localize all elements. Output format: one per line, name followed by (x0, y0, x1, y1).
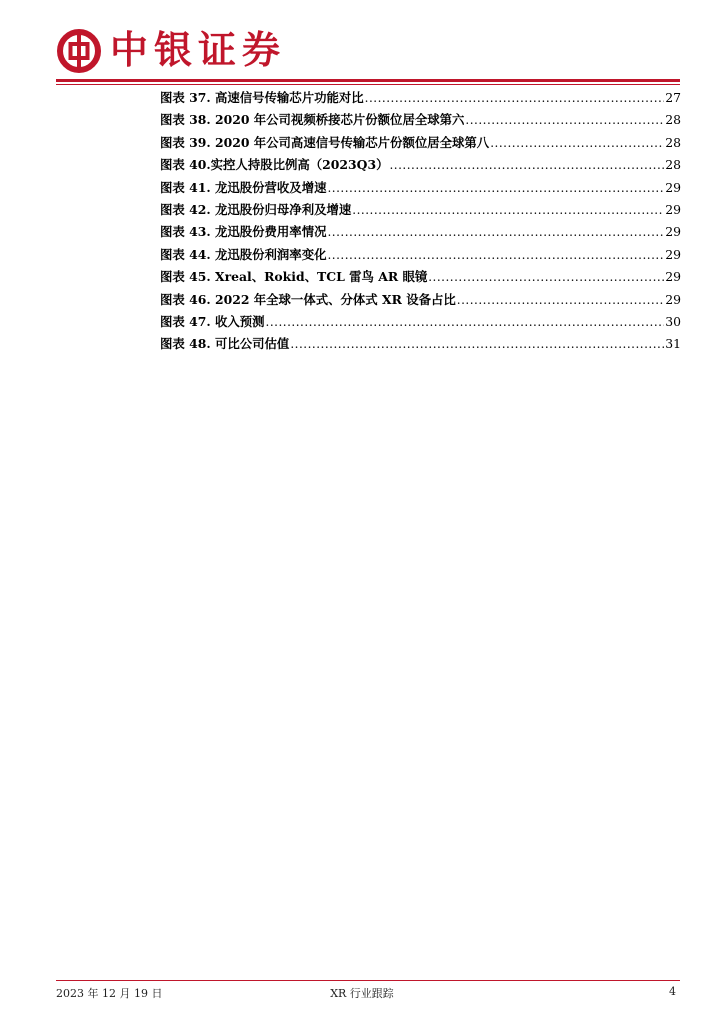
toc-entry-page: 30 (665, 313, 681, 329)
footer-page-number: 4 (669, 985, 676, 998)
toc-entry[interactable] (160, 178, 681, 200)
toc-entry[interactable] (160, 312, 681, 334)
toc-leader-dots (465, 113, 664, 127)
toc-entry-page: 27 (665, 90, 681, 105)
toc-leader-dots (327, 248, 664, 262)
toc-leader-dots (365, 91, 665, 105)
toc-entry-page: 28 (665, 157, 681, 173)
toc-entry-page: 31 (665, 336, 681, 352)
toc-entry-label: 图表 37. 高速信号传输芯片功能对比 (160, 90, 364, 105)
footer-date: 2023 年 12 月 19 日 (56, 987, 163, 1000)
toc-entry-label: 图表 46. 2022 年全球一体式、分体式 XR 设备占比 (160, 291, 456, 307)
toc-entry-page: 28 (665, 112, 681, 128)
toc-entry-label: 图表 38. 2020 年公司视频桥接芯片份额位居全球第六 (160, 112, 465, 128)
toc-entry-label: 图表 42. 龙迅股份归母净利及增速 (160, 201, 352, 217)
toc-entry-label: 图表 45. Xreal、Rokid、TCL 雷鸟 AR 眼镜 (160, 269, 428, 285)
toc-leader-dots (352, 203, 664, 217)
toc-entry-page: 29 (665, 179, 681, 195)
bank-of-china-logo-icon (56, 28, 102, 74)
toc-entry-page: 28 (665, 134, 681, 150)
toc-entry-page: 29 (665, 291, 681, 307)
toc-entry-page: 29 (665, 269, 681, 285)
toc-entry-label: 图表 44. 龙迅股份利润率变化 (160, 246, 327, 262)
footer-divider (56, 980, 680, 981)
toc-entry-page: 29 (665, 224, 681, 240)
toc-entry[interactable] (160, 200, 681, 222)
toc-leader-dots (290, 337, 664, 351)
toc-entry-label: 图表 43. 龙迅股份费用率情况 (160, 224, 327, 240)
brand-name: 中银证券 (110, 28, 287, 72)
toc-entry[interactable] (160, 155, 681, 177)
toc-entry[interactable] (160, 88, 681, 110)
toc-entry-label: 图表 39. 2020 年公司高速信号传输芯片份额位居全球第八 (160, 134, 490, 150)
footer-report-title: XR 行业跟踪 (330, 987, 394, 1000)
header-divider-thin (56, 84, 680, 85)
toc-entry[interactable] (160, 245, 681, 267)
toc-leader-dots (327, 225, 664, 239)
toc-leader-dots (457, 293, 664, 307)
toc-entry[interactable] (160, 110, 681, 132)
toc-entry[interactable] (160, 334, 681, 356)
toc-leader-dots (327, 181, 664, 195)
header-divider (56, 79, 680, 82)
toc-entry-label: 图表 48. 可比公司估值 (160, 336, 290, 352)
figure-index-list (160, 88, 681, 357)
toc-entry[interactable] (160, 133, 681, 155)
toc-entry-page: 29 (665, 201, 681, 217)
toc-leader-dots (389, 158, 664, 172)
toc-entry-page: 29 (665, 246, 681, 262)
toc-leader-dots (266, 315, 665, 329)
page-header (0, 0, 724, 90)
toc-leader-dots (490, 136, 664, 150)
toc-entry[interactable] (160, 222, 681, 244)
toc-entry[interactable] (160, 267, 681, 289)
toc-entry-label: 图表 41. 龙迅股份营收及增速 (160, 179, 327, 195)
toc-entry-label: 图表 40.实控人持股比例高（2023Q3） (160, 157, 389, 173)
toc-leader-dots (428, 270, 664, 284)
toc-entry[interactable] (160, 290, 681, 312)
toc-entry-label: 图表 47. 收入预测 (160, 313, 265, 329)
